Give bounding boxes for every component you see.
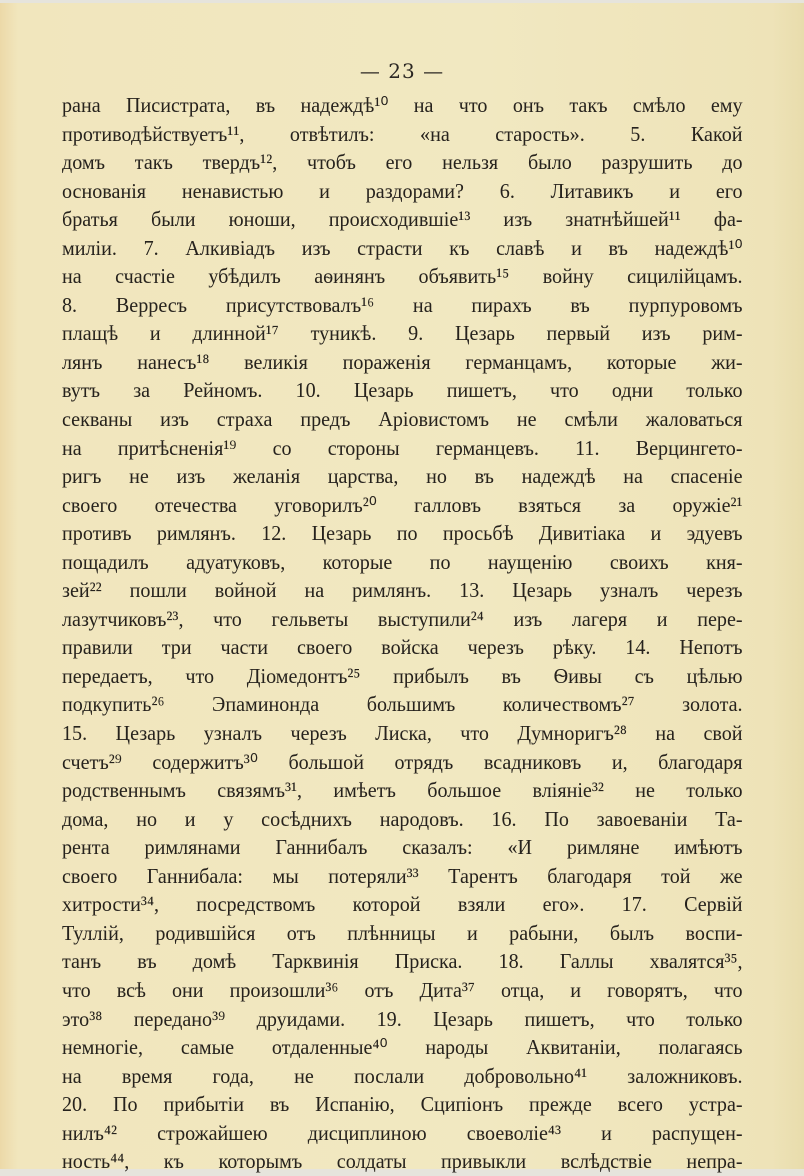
text-line: своего отечества уговорилъ²⁰ галловъ взяться за оружіе²¹ [62,492,743,517]
body-text [62,91,743,1176]
text-line: подкупить²⁶ Эпаминонда большимъ количествомъ²⁷ золота. [62,692,743,717]
text-line: миліи. 7. Алкивіадъ изъ страсти къ славѣ и въ надеждѣ¹⁰ [62,235,743,260]
text-line: ригъ не изъ желанія царства, но въ надеждѣ на спасеніе [62,464,743,489]
scanned-book-page [0,3,804,1174]
text-line: вутъ за Рейномъ. 10. Цезарь пишетъ, что одни только [62,378,743,403]
text-line: на счастіе убѣдилъ аѳинянъ объявить¹⁵ войну сицилійцамъ. [62,264,743,289]
text-line: дома, но и у сосѣднихъ народовъ. 16. По завоеваніи Та- [62,806,743,831]
text-line: рана Писистрата, въ надеждѣ¹⁰ на что онъ такъ смѣло ему [62,93,743,117]
text-line: секваны изъ страха предъ Аріовистомъ не смѣли жаловаться [62,407,743,432]
text-line: немногіе, самые отдаленные⁴⁰ народы Аквитаніи, полагаясь [62,1035,743,1060]
text-line: зей²² пошли войной на римлянъ. 13. Цезарь узналъ черезъ [62,578,743,603]
text-line: счетъ²⁹ содержитъ³⁰ большой отрядъ всадниковъ и, благодаря [62,749,743,774]
text-line: рента римлянами Ганнибалъ сказалъ: «И римляне имѣютъ [62,835,743,860]
text-line: братья были юноши, происходившіе¹³ изъ знатнѣйшей¹¹ фа- [62,207,743,232]
text-line: 15. Цезарь узналъ черезъ Лиска, что Думноригъ²⁸ на свой [62,721,743,746]
text-line: передаетъ, что Діомедонтъ²⁵ прибылъ въ Ѳивы съ цѣлью [62,663,743,688]
text-line: нилъ⁴² строжайшею дисциплиною своеволіе⁴³ и распущен- [62,1120,743,1145]
text-line: 20. По прибытіи въ Испанію, Сципіонъ прежде всего устра- [62,1092,743,1117]
text-line: танъ въ домѣ Тарквинія Приска. 18. Галлы хвалятся³⁵, [62,949,743,974]
text-line: плащѣ и длинной¹⁷ туникѣ. 9. Цезарь первый изъ рим- [62,321,743,346]
text-line: правили три части своего войска черезъ рѣку. 14. Непотъ [62,635,743,660]
text-line: хитрости³⁴, посредствомъ которой взяли его». 17. Сервій [62,892,743,917]
text-line: родственнымъ связямъ³¹, имѣетъ большое вліяніе³² не только [62,778,743,803]
text-line: Туллій, родившійся отъ плѣнницы и рабыни, былъ воспи- [62,920,743,945]
text-line: домъ такъ твердъ¹², чтобъ его нельзя было разрушить до [62,150,743,175]
text-line: основанія ненавистью и раздорами? 6. Литавикъ и его [62,178,743,203]
text-line: лазутчиковъ²³, что гельветы выступили²⁴ изъ лагеря и пере- [62,606,743,631]
text-line: противъ римлянъ. 12. Цезарь по просьбѣ Дивитіака и эдуевъ [62,521,743,546]
text-line: пощадилъ адуатуковъ, которые по наущенію своихъ кня- [62,549,743,574]
page-number: — 23 — [359,59,445,83]
text-line: на притѣсненія¹⁹ со стороны германцевъ. 11. Верцингето- [62,435,743,460]
text-line: что всѣ они произошли³⁶ отъ Дита³⁷ отца, и говорятъ, что [62,977,743,1002]
text-line: ность⁴⁴, къ которымъ солдаты привыкли вслѣдствіе непра- [62,1149,743,1174]
text-line: на время года, не послали добровольно⁴¹ заложниковъ. [62,1063,743,1088]
text-line: своего Ганнибала: мы потеряли³³ Тарентъ благодаря той же [62,863,743,888]
text-line: лянъ нанесъ¹⁸ великія пораженія германцамъ, которые жи- [62,349,743,374]
text-line: противодѣйствуетъ¹¹, отвѣтилъ: «на старость». 5. Какой [62,121,743,146]
text-line: 8. Верресъ присутствовалъ¹⁶ на пирахъ въ пурпуровомъ [62,292,743,317]
text-line: это³⁸ передано³⁹ друидами. 19. Цезарь пишетъ, что только [62,1006,743,1031]
